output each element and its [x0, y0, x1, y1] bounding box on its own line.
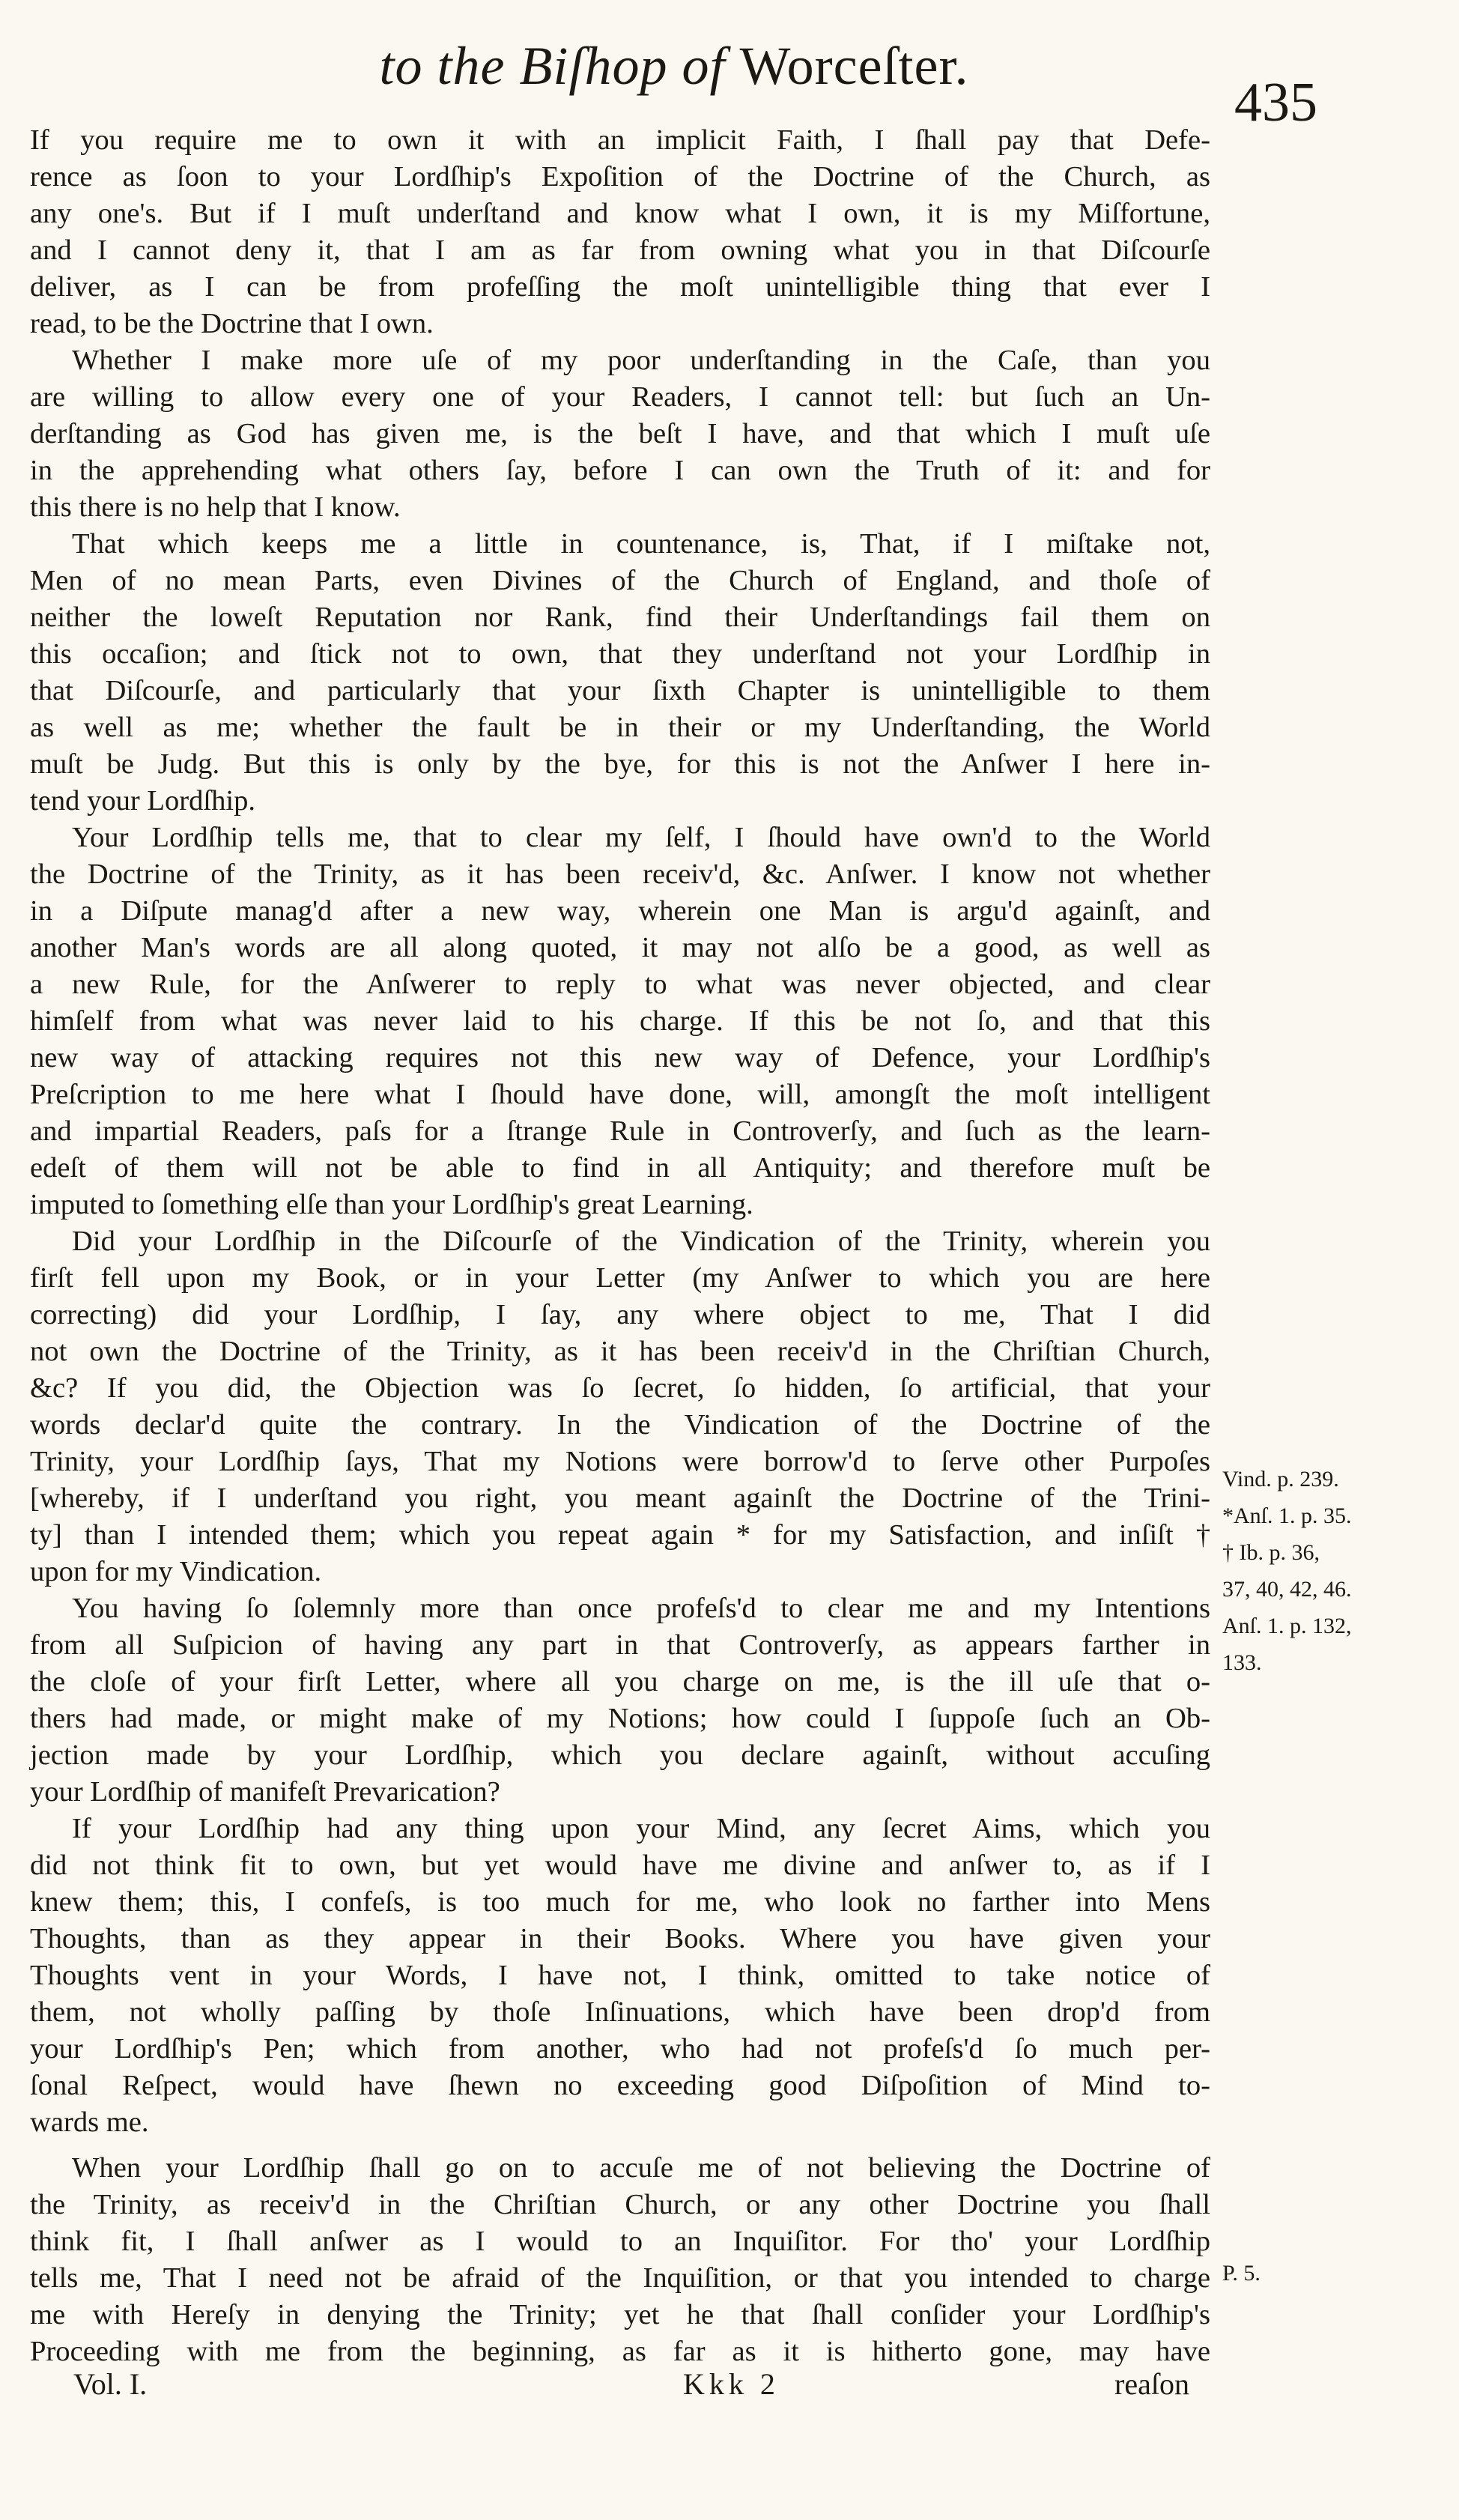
text-line: not own the Doctrine of the Trinity, as it has been receiv'd in the Chriſtian Church, [30, 1336, 1210, 1367]
text-line: upon for my Vindication. [30, 1556, 322, 1587]
text-line: this there is no help that I know. [30, 491, 401, 523]
text-line: Thoughts, than as they appear in their Books. Where you have given your [30, 1923, 1210, 1954]
text-line: That which keeps me a little in countenance, is, That, if I miſtake not, [72, 528, 1210, 560]
text-line: them, not wholly paſſing by thoſe Inſinuations, which have been drop'd from [30, 1996, 1210, 2028]
margin-note: Anſ. 1. p. 132, [1222, 1614, 1352, 1638]
catchword: reaſon [1114, 2367, 1189, 2401]
text-line: any one's. But if I muſt underſtand and know what I own, it is my Miſfortune, [30, 198, 1210, 229]
text-line: the Doctrine of the Trinity, as it has been receiv'd, &c. Anſwer. I know not whether [30, 858, 1210, 890]
margin-note: P. 5. [1222, 2261, 1261, 2286]
text-line: ty] than I intended them; which you repeat again * for my Satisfaction, and inſiſt † [30, 1519, 1210, 1551]
text-line: words declar'd quite the contrary. In the Vindication of the Doctrine of the [30, 1409, 1210, 1441]
text-line: your Lordſhip's Pen; which from another, who had not profeſs'd ſo much per- [30, 2033, 1210, 2065]
text-line: Proceeding with me from the beginning, as far as it is hitherto gone, may have [30, 2336, 1210, 2367]
text-line: himſelf from what was never laid to his charge. If this be not ſo, and that this [30, 1005, 1210, 1037]
text-line: wards me. [30, 2106, 149, 2138]
text-line: your Lordſhip of manifeſt Prevarication? [30, 1776, 500, 1808]
text-line: edeſt of them will not be able to find in all Antiquity; and therefore muſt be [30, 1152, 1210, 1184]
text-line: Your Lordſhip tells me, that to clear my ſelf, I ſhould have own'd to the World [72, 822, 1210, 853]
text-line: Did your Lordſhip in the Diſcourſe of the Vindication of the Trinity, wherein you [72, 1226, 1210, 1257]
text-line: muſt be Judg. But this is only by the bye, for this is not the Anſwer I here in- [30, 748, 1210, 780]
text-line: If your Lordſhip had any thing upon your Mind, any ſecret Aims, which you [72, 1813, 1210, 1844]
margin-note: *Anſ. 1. p. 35. [1222, 1503, 1352, 1528]
text-line: correcting) did your Lordſhip, I ſay, any where object to me, That I did [30, 1299, 1210, 1330]
text-line: rence as ſoon to your Lordſhip's Expoſition of the Doctrine of the Church, as [30, 161, 1210, 193]
text-line: Trinity, your Lordſhip ſays, That my Notions were borrow'd to ſerve other Purpoſes [30, 1446, 1210, 1477]
text-line: &c? If you did, the Objection was ſo ſecret, ſo hidden, ſo artificial, that your [30, 1372, 1210, 1404]
text-line: the cloſe of your firſt Letter, where all you charge on me, is the ill uſe that o- [30, 1666, 1210, 1697]
margin-note: 133. [1222, 1650, 1262, 1675]
text-line: the Trinity, as receiv'd in the Chriſtian Church, or any other Doctrine you ſhall [30, 2189, 1210, 2220]
text-line: are willing to allow every one of your Readers, I cannot tell: but ſuch an Un- [30, 381, 1210, 413]
text-line: Men of no mean Parts, even Divines of the Church of England, and thoſe of [30, 565, 1210, 596]
text-line: tend your Lordſhip. [30, 785, 256, 817]
text-line: firſt fell upon my Book, or in your Letter (my Anſwer to which you are here [30, 1262, 1210, 1294]
running-head-roman: Worceſter. [739, 36, 969, 96]
running-head [315, 36, 1034, 96]
text-line: [whereby, if I underſtand you right, you meant againſt the Doctrine of the Trini- [30, 1482, 1210, 1514]
text-line: Thoughts vent in your Words, I have not, I think, omitted to take notice of [30, 1960, 1210, 1991]
text-line: neither the loweſt Reputation nor Rank, find their Underſtandings fail them on [30, 602, 1210, 633]
page-number: 435 [1234, 72, 1317, 133]
text-line: from all Suſpicion of having any part in that Controverſy, as appears farther in [30, 1629, 1210, 1661]
margin-note: Vind. p. 239. [1222, 1467, 1339, 1491]
text-line: deliver, as I can be from profeſſing the moſt unintelligible thing that ever I [30, 271, 1210, 303]
text-line: this occaſion; and ſtick not to own, that they underſtand not your Lordſhip in [30, 638, 1210, 670]
text-line: read, to be the Doctrine that I own. [30, 308, 434, 339]
text-line: me with Hereſy in denying the Trinity; yet he that ſhall conſider your Lordſhip's [30, 2299, 1210, 2330]
margin-note: 37, 40, 42, 46. [1222, 1577, 1352, 1602]
text-line: When your Lordſhip ſhall go on to accuſe me of not believing the Doctrine of [72, 2152, 1210, 2184]
text-line: that Diſcourſe, and particularly that your ſixth Chapter is unintelligible to them [30, 675, 1210, 706]
text-line: Whether I make more uſe of my poor underſtanding in the Caſe, than you [72, 345, 1210, 376]
text-line: You having ſo ſolemnly more than once profeſs'd to clear me and my Intentions [72, 1593, 1210, 1624]
text-line: If you require me to own it with an implicit Faith, I ſhall pay that Defe- [30, 124, 1210, 156]
text-line: new way of attacking requires not this new way of Defence, your Lordſhip's [30, 1042, 1210, 1073]
text-line: in the apprehending what others ſay, before I can own the Truth of it: and for [30, 455, 1210, 486]
body-text [30, 122, 1210, 2370]
margin-note: † Ib. p. 36, [1222, 1540, 1320, 1565]
text-line: ſonal Reſpect, would have ſhewn no exceeding good Diſpoſition of Mind to- [30, 2070, 1210, 2101]
text-line: Preſcription to me here what I ſhould have done, will, amongſt the moſt intelligent [30, 1079, 1210, 1110]
text-line: knew them; this, I confeſs, is too much for me, who look no farther into Mens [30, 1886, 1210, 1918]
text-line: as well as me; whether the fault be in their or my Underſtanding, the World [30, 712, 1210, 743]
text-line: and impartial Readers, paſs for a ſtrange Rule in Controverſy, and ſuch as the learn- [30, 1115, 1210, 1147]
text-line: tells me, That I need not be afraid of the Inquiſition, or that you intended to charge [30, 2262, 1210, 2294]
text-line: thers had made, or might make of my Notions; how could I ſuppoſe ſuch an Ob- [30, 1703, 1210, 1734]
text-line: think fit, I ſhall anſwer as I would to an Inquiſitor. For tho' your Lordſhip [30, 2226, 1210, 2257]
text-line: imputed to ſomething elſe than your Lordſhip's great Learning. [30, 1189, 753, 1220]
text-line: did not think fit to own, but yet would have me divine and anſwer to, as if I [30, 1850, 1210, 1881]
text-line: derſtanding as God has given me, is the beſt I have, and that which I muſt uſe [30, 418, 1210, 449]
text-line: and I cannot deny it, that I am as far from owning what you in that Diſcourſe [30, 234, 1210, 266]
text-line: another Man's words are all along quoted, it may not alſo be a good, as well as [30, 932, 1210, 963]
text-line: jection made by your Lordſhip, which you declare againſt, without accuſing [30, 1739, 1210, 1771]
running-head-italic: to the Biſhop of [379, 36, 726, 96]
signature-mark: Kkk 2 [683, 2367, 780, 2401]
volume-label: Vol. I. [73, 2367, 148, 2401]
text-line: a new Rule, for the Anſwerer to reply to what was never objected, and clear [30, 969, 1210, 1000]
text-line: in a Diſpute manag'd after a new way, wherein one Man is argu'd againſt, and [30, 895, 1210, 927]
